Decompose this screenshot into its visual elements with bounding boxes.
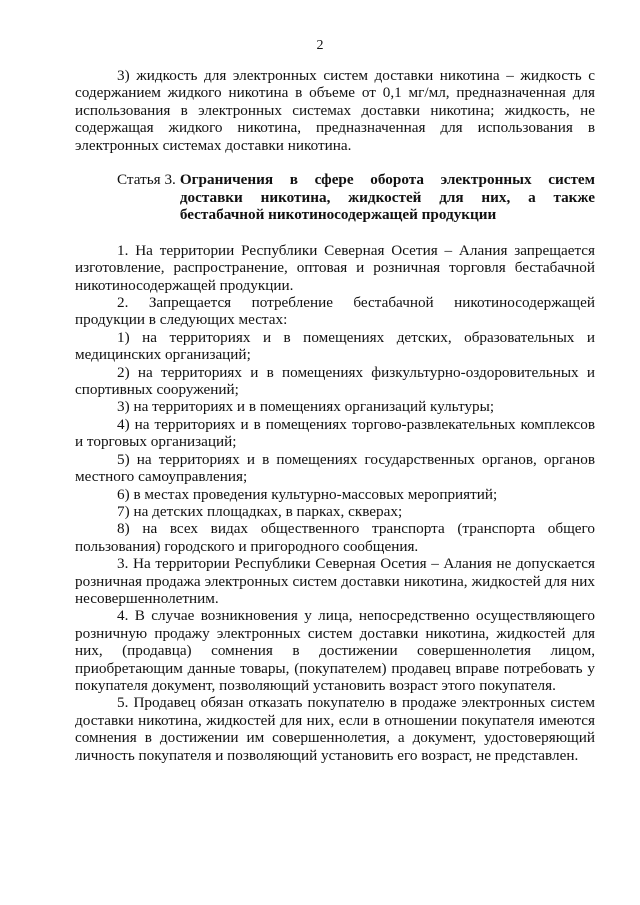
paragraph-point-1: 1. На территории Республики Северная Осетия – Алания запрещается изготовление, распространение, оптовая и розничная торговля бестабачной никотиносодержащей продукции. [75,241,595,294]
list-item-3: 3) на территориях и в помещениях организаций культуры; [117,398,495,416]
paragraph-point-2: 2. Запрещается потребление бестабачной никотиносодержащей продукции в следующих местах: [75,294,595,329]
list-item-6: 6) в местах проведения культурно-массовых мероприятий; [117,485,498,503]
list-item-4: 4) на территориях и в помещениях торгово-развлекательных комплексов и торговых организаций; [75,415,595,451]
paragraph-point-3: 3. На территории Республики Северная Осетия – Алания не допускается розничная продажа электронных систем доставки никотина, жидкостей для них несовершеннолетним. [75,555,595,607]
article-label: Статья 3. [117,171,176,189]
list-item-7: 7) на детских площадках, в парках, скверах; [117,502,403,520]
list-item-2: 2) на территориях и в помещениях физкультурно-оздоровительных и спортивных сооружений; [75,363,595,399]
article-title: Ограничения в сфере оборота электронных систем доставки никотина, жидкостей для них, а также бестабачной никотиносодержащей продукции [179,171,595,224]
paragraph-point-5: 5. Продавец обязан отказать покупателю в продаже электронных систем доставки никотина, жидкостей для них, если в отношении покупателя имеются сомнения в достижении им совершеннолетия, а документ, удостоверяющий личность покупателя и позволяющий установить его возраст, не представлен. [75,694,595,764]
document-body [75,67,595,764]
article-heading [75,171,595,224]
list-item-5: 5) на территориях и в помещениях государственных органов, органов местного самоуправления; [75,450,595,486]
list-item-8: 8) на всех видах общественного транспорта (транспорта общего пользования) городского и пригородного сообщения. [75,520,595,555]
intro-item: 3) жидкость для электронных систем доставки никотина – жидкость с содержанием жидкого никотина в объеме от 0,1 мг/мл, предназначенная для использования в электронных системах доставки никотина; жидкость, не содержащая жидкого никотина, предназначенная для использования в электронных системах доставки никотина. [75,67,595,154]
list-item-1: 1) на территориях и в помещениях детских, образовательных и медицинских организаций; [75,328,595,364]
page-number: 2 [316,38,324,53]
paragraph-point-4: 4. В случае возникновения у лица, непосредственно осуществляющего розничную продажу электронных систем доставки никотина, жидкостей для них, (продавца) сомнения в достижении совершеннолетия лицом, приобретающим данные товары, (покупателем) продавец вправе потребовать у покупателя документ, позволяющий установить возраст этого покупателя. [75,607,595,694]
